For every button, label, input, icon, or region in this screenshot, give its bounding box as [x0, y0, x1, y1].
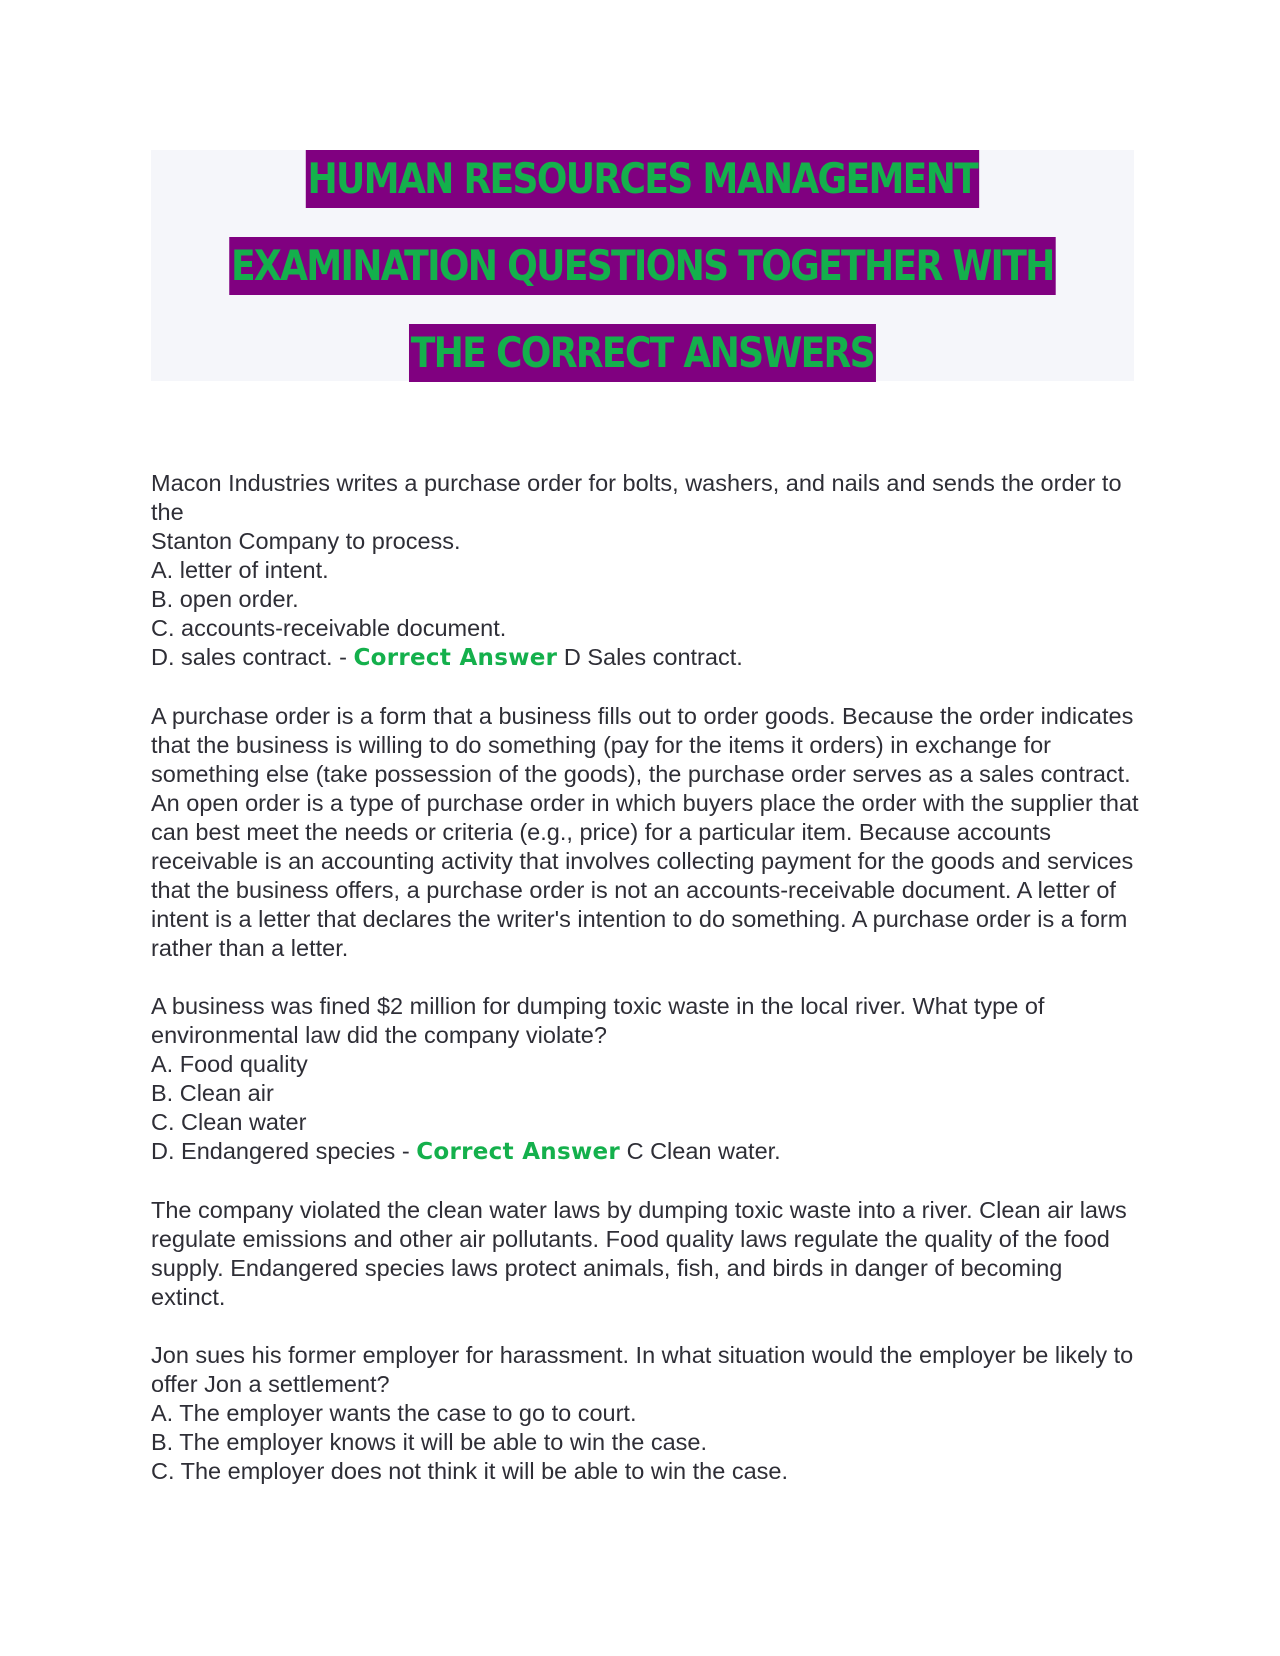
question-2-option-d: D. Endangered species -	[151, 1138, 410, 1164]
question-1-option-b: B. open order.	[151, 586, 299, 612]
question-2-option-c: C. Clean water	[151, 1109, 307, 1135]
question-1-explanation-block	[151, 702, 1141, 963]
title-text-3: THE CORRECT ANSWERS	[409, 324, 876, 382]
question-1-answer: D Sales contract.	[563, 644, 743, 670]
question-1-option-d: D. sales contract. -	[151, 644, 347, 670]
question-3-option-c: C. The employer does not think it will be able to win the case.	[151, 1458, 789, 1484]
correct-answer-label: Correct Answer	[353, 645, 558, 671]
question-2-explanation: The company violated the clean water laws by dumping toxic waste into a river. Clean air laws regulate emissions and other air pollutants. Food quality laws regulate the quality of the food supply. Endangered species laws protect animals, fish, and birds in danger of becoming extinct.	[151, 1197, 1127, 1310]
question-3	[151, 1341, 1141, 1486]
title-line-2	[151, 237, 1134, 295]
title-text-2: EXAMINATION QUESTIONS TOGETHER WITH	[229, 237, 1055, 295]
question-2-option-b: B. Clean air	[151, 1080, 274, 1106]
question-1-explanation: A purchase order is a form that a business fills out to order goods. Because the order indicates that the business is willing to do something (pay for the items it orders) in exchange for something else (take possession of the goods), the purchase order serves as a sales contract. An open order is a type of purchase order in which buyers place the order with the supplier that can best meet the needs or criteria (e.g., price) for a particular item. Because accounts receivable is an accounting activity that involves collecting payment for the goods and services that the business offers, a purchase order is not an accounts-receivable document. A letter of intent is a letter that declares the writer's intention to do something. A purchase order is a form rather than a letter.	[151, 703, 1139, 961]
question-1-option-c: C. accounts-receivable document.	[151, 615, 507, 641]
question-2-option-a: A. Food quality	[151, 1051, 308, 1077]
question-2-answer: C Clean water.	[626, 1138, 781, 1164]
question-2	[151, 992, 1141, 1167]
question-1-option-d-line	[151, 643, 1141, 673]
question-2-option-d-line	[151, 1137, 1141, 1167]
title-line-1	[151, 150, 1134, 208]
question-2-stem: A business was fined $2 million for dumping toxic waste in the local river. What type of environmental law did the company violate?	[151, 993, 1045, 1048]
document-body	[151, 469, 1141, 1515]
question-3-option-a: A. The employer wants the case to go to court.	[151, 1400, 637, 1426]
title-text-1: HUMAN RESOURCES MANAGEMENT	[306, 150, 979, 208]
question-1-option-a: A. letter of intent.	[151, 557, 329, 583]
question-2-explanation-block	[151, 1196, 1141, 1312]
question-3-stem: Jon sues his former employer for harassment. In what situation would the employer be likely to offer Jon a settlement?	[151, 1342, 1134, 1397]
title-line-3	[151, 324, 1134, 382]
document-title-banner	[151, 150, 1134, 381]
question-3-option-b: B. The employer knows it will be able to win the case.	[151, 1429, 708, 1455]
question-1-stem: Macon Industries writes a purchase order for bolts, washers, and nails and sends the order to the	[151, 470, 1122, 525]
question-1	[151, 469, 1141, 673]
correct-answer-label: Correct Answer	[416, 1139, 621, 1165]
question-1-stem-cont: Stanton Company to process.	[151, 528, 461, 554]
